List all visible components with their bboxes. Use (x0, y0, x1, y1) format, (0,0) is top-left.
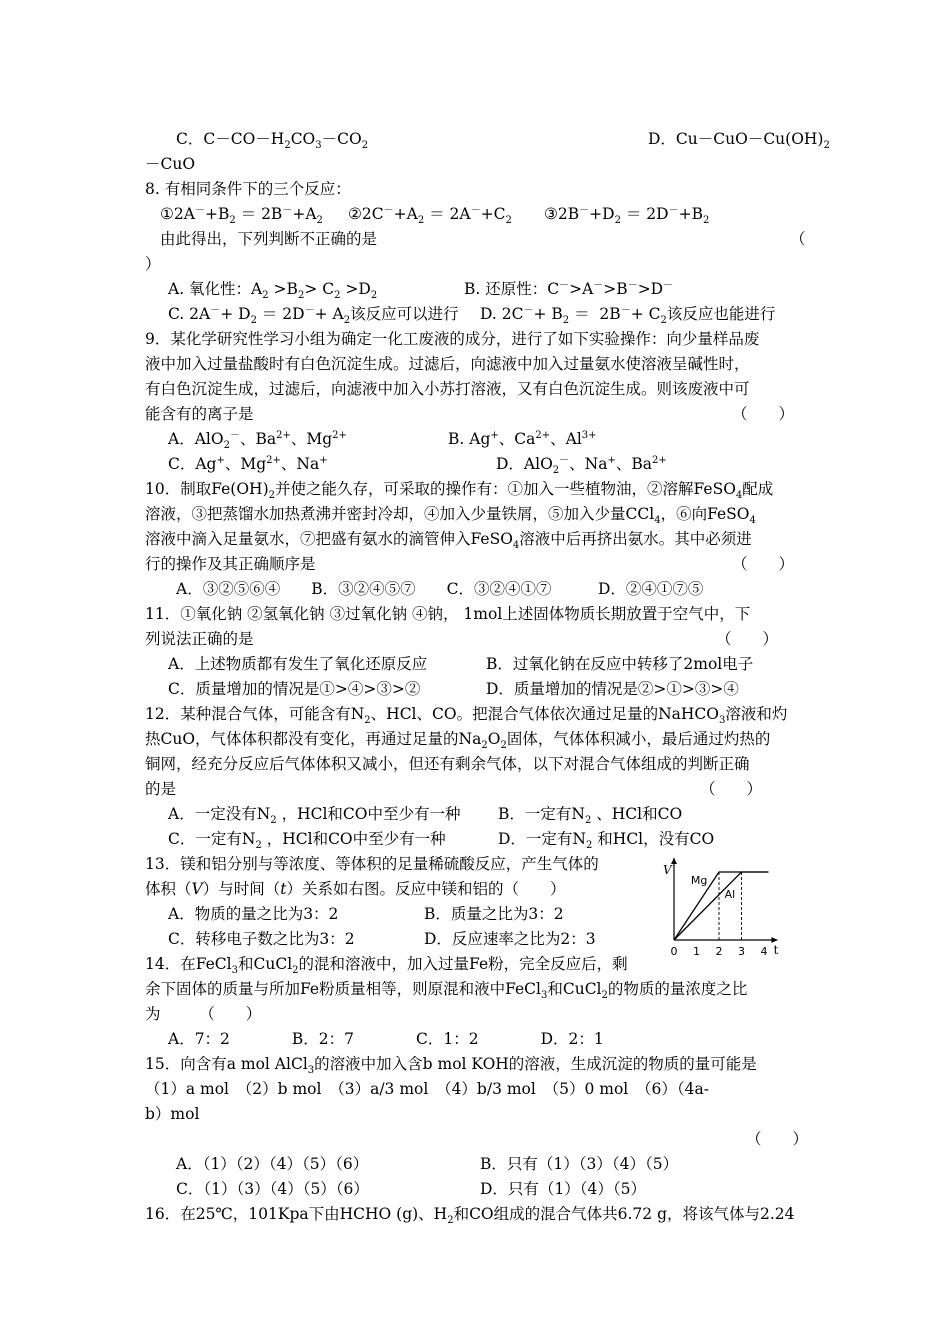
q9-answer-paren: （ ） (732, 405, 795, 423)
q11-option-d: D．质量增加的情况是②>①>③>④ (486, 680, 739, 698)
q8-paren-close: ） (145, 255, 161, 273)
q8-option-a: A. 氧化性：$A_2 >B_2> C_2 >D_2$ (168, 280, 378, 302)
q9-stem-line-1: 9．某化学研究性学习小组为确定一化工废液的成分，进行了如下实验操作：向少量样品废 (145, 330, 760, 348)
q9-option-d: D．AlO$_2$－、Na+、$Ba^{2+}$ (496, 454, 667, 477)
q14-stem-line-3: 为 （ ） (145, 1005, 262, 1023)
q12-stem-line-1: 12．某种混合气体，可能含有$N_2$、HCl、CO。把混合气体依次通过足量的NaHCO$_3$溶液和灼 (145, 705, 788, 727)
series-line-al (674, 872, 769, 940)
q8-reaction-3: $③2B^-+D_2 = 2D^-+B_2$ (544, 204, 710, 227)
q12-option-d: D．一定有$N_2$ 和HCl，没有CO (498, 830, 715, 852)
q13-stem-line-1: 13．镁和铝分别与等浓度、等体积的足量稀硫酸反应，产生气体的 (145, 855, 599, 873)
q7-option-c: C．$C-CO-H_2CO_3-CO_2$ (176, 130, 369, 152)
q12-stem-line-3: 铜网，经充分反应后气体体积又减小，但还有剩余气体，以下对混合气体组成的判断正确 (145, 755, 750, 773)
volume-time-chart (662, 850, 802, 965)
q10-stem-line-3: 溶液中滴入足量氨水，⑦把盛有氨水的滴管伸入FeSO$_4$溶液中后再挤出氨水。其中必须进 (145, 530, 752, 552)
y-axis-label: V (663, 863, 672, 877)
q8-reaction-2: $②2C^-+A_2 = 2A^-+C_2$ (348, 204, 512, 227)
q9-stem-line-3: 有白色沉淀生成，过滤后，向滤液中加入小苏打溶液，又有白色沉淀生成。则该废液中可 (145, 380, 750, 398)
y-axis-arrow (671, 858, 677, 864)
q11-stem-line-1: 11．①氧化钠 ②氢氧化钠 ③过氧化钠 ④钠， 1mol上述固体物质长期放置于空气中，下 (145, 605, 751, 623)
q15-option-a: A．（1）（2）（4）（5）（6） (176, 1155, 369, 1173)
x-axis-label: t (773, 943, 779, 957)
q15-answer-paren: （ ） (746, 1130, 809, 1148)
q7-option-d: D．$Cu-CuO-Cu(OH)_2$ (648, 130, 830, 152)
q9-option-c: C．Ag+、$Mg^{2+}$、Na+ (168, 454, 328, 473)
q8-option-b: B. 还原性：C－>A－>B－>D－ (464, 279, 674, 298)
q13-option-a: A．物质的量之比为3：2 (168, 905, 339, 923)
q15-option-c: C．（1）（3）（4）（5）（6） (176, 1180, 369, 1198)
q12-answer-paren: （ ） (700, 780, 763, 798)
q11-answer-paren: （ ） (716, 630, 779, 648)
series-label-al: Al (724, 887, 736, 901)
q11-option-b: B．过氧化钠在反应中转移了2mol电子 (486, 655, 754, 673)
q12-stem-line-4: 的是 (145, 780, 177, 798)
x-tick-label: 2 (715, 945, 723, 958)
x-tick-label: 1 (693, 945, 700, 958)
q13-stem-line-2: 体积（V）与时间（t）关系如右图。反应中镁和铝的（ ） (145, 880, 566, 898)
q10-answer-paren: （ ） (732, 555, 795, 573)
q14-stem-line-1: 14．在FeCl$_3$和CuCl$_2$的混和溶液中，加入过量Fe粉，完全反应后，剩 (145, 955, 628, 977)
q12-stem-line-2: 热CuO，气体体积都没有变化，再通过足量的$Na_2O_2$固体，气体体积减小，最后通过灼热的 (145, 730, 771, 752)
q13-option-b: B．质量之比为3：2 (424, 905, 564, 923)
q8-reaction-1: $①2A^-+B_2 = 2B^-+A_2$ (160, 204, 323, 227)
q8-option-d: D. $2C^-+ B_2 = 2B^-+ C_2$该反应也能进行 (480, 304, 776, 327)
q10-stem-line-1: 10．制取$Fe(OH)_2$并使之能久存，可采取的操作有：①加入一些植物油，②溶解FeSO$_4$配成 (145, 480, 774, 502)
q9-option-b: B. Ag+、$Ca^{2+}$、$Al^{3+}$ (448, 429, 597, 448)
q8-prompt: 由此得出，下列判断不正确的是 (160, 230, 378, 248)
q12-option-c: C．一定有$N_2$ ，HCl和CO中至少有一种 (168, 830, 446, 852)
q12-option-a: A．一定没有$N_2$ ，HCl和CO中至少有一种 (168, 805, 461, 827)
q11-stem-line-2: 列说法正确的是 (145, 630, 254, 648)
q15-stem-line-1: 15．向含有a mol AlCl$_3$的溶液中加入含b mol KOH的溶液，生成沉淀的物质的量可能是 (145, 1055, 757, 1077)
q15-stem-line-3: b）mol (145, 1105, 200, 1123)
q8-option-c: C. $2A^-+ D_2 = 2D^-+ A_2$该反应可以进行 (168, 304, 459, 327)
q16-stem-line-1: 16．在25℃，101Kpa下由HCHO (g)、$H_2$和CO组成的混合气体共6.72 g，将该气体与2.24 (145, 1205, 795, 1227)
q15-option-b: B．只有（1）（3）（4）（5） (480, 1155, 679, 1173)
x-tick-label: 0 (670, 945, 678, 958)
q13-option-d: D．反应速率之比为2：3 (424, 930, 596, 948)
q13-option-c: C．转移电子数之比为3：2 (168, 930, 355, 948)
q11-option-c: C．质量增加的情况是①>④>③>② (168, 680, 421, 698)
q8-paren-open: （ (790, 230, 806, 248)
q9-stem-line-4: 能含有的离子是 (145, 405, 254, 423)
q10-stem-line-4: 行的操作及其正确顺序是 (145, 555, 316, 573)
q15-stem-line-2: （1）a mol （2）b mol （3）a/3 mol （4）b/3 mol （5）0 mol （6）（4a- (145, 1080, 709, 1098)
q9-stem-line-2: 液中加入过量盐酸时有白色沉淀生成。过滤后，向滤液中加入过量氨水使溶液呈碱性时， (145, 355, 750, 373)
q12-option-b: B．一定有$N_2$ 、HCl和CO (498, 805, 683, 827)
x-tick-label: 4 (760, 945, 768, 958)
series-line-mg (674, 872, 769, 940)
x-tick-label: 3 (738, 945, 745, 958)
q10-stem-line-2: 溶液，③把蒸馏水加热煮沸并密封冷却，④加入少量铁屑，⑤加入少量CCl$_4$，⑥向FeSO$_4$ (145, 505, 756, 527)
q9-option-a: A．AlO$_2$－、$Ba^{2+}$、$Mg^{2+}$ (168, 429, 347, 452)
q7-option-d-cont: －CuO (145, 155, 196, 173)
q11-option-a: A．上述物质都有发生了氧化还原反应 (168, 655, 428, 673)
q14-stem-line-2: 余下固体的质量与所加Fe粉质量相等，则原混和液中FeCl$_3$和CuCl$_2$的物质的量浓度之比 (145, 980, 748, 1002)
q8-stem: 8. 有相同条件下的三个反应： (145, 180, 351, 198)
series-label-mg: Mg (690, 874, 708, 888)
q14-options: A．7：2 B．2：7 C．1：2 D．2：1 (168, 1030, 604, 1048)
q15-option-d: D．只有（1）（4）（5） (480, 1180, 647, 1198)
q10-options: A．③②⑤⑥④ B．③②④⑤⑦ C．③②④①⑦ D．②④①⑦⑤ (176, 580, 704, 598)
